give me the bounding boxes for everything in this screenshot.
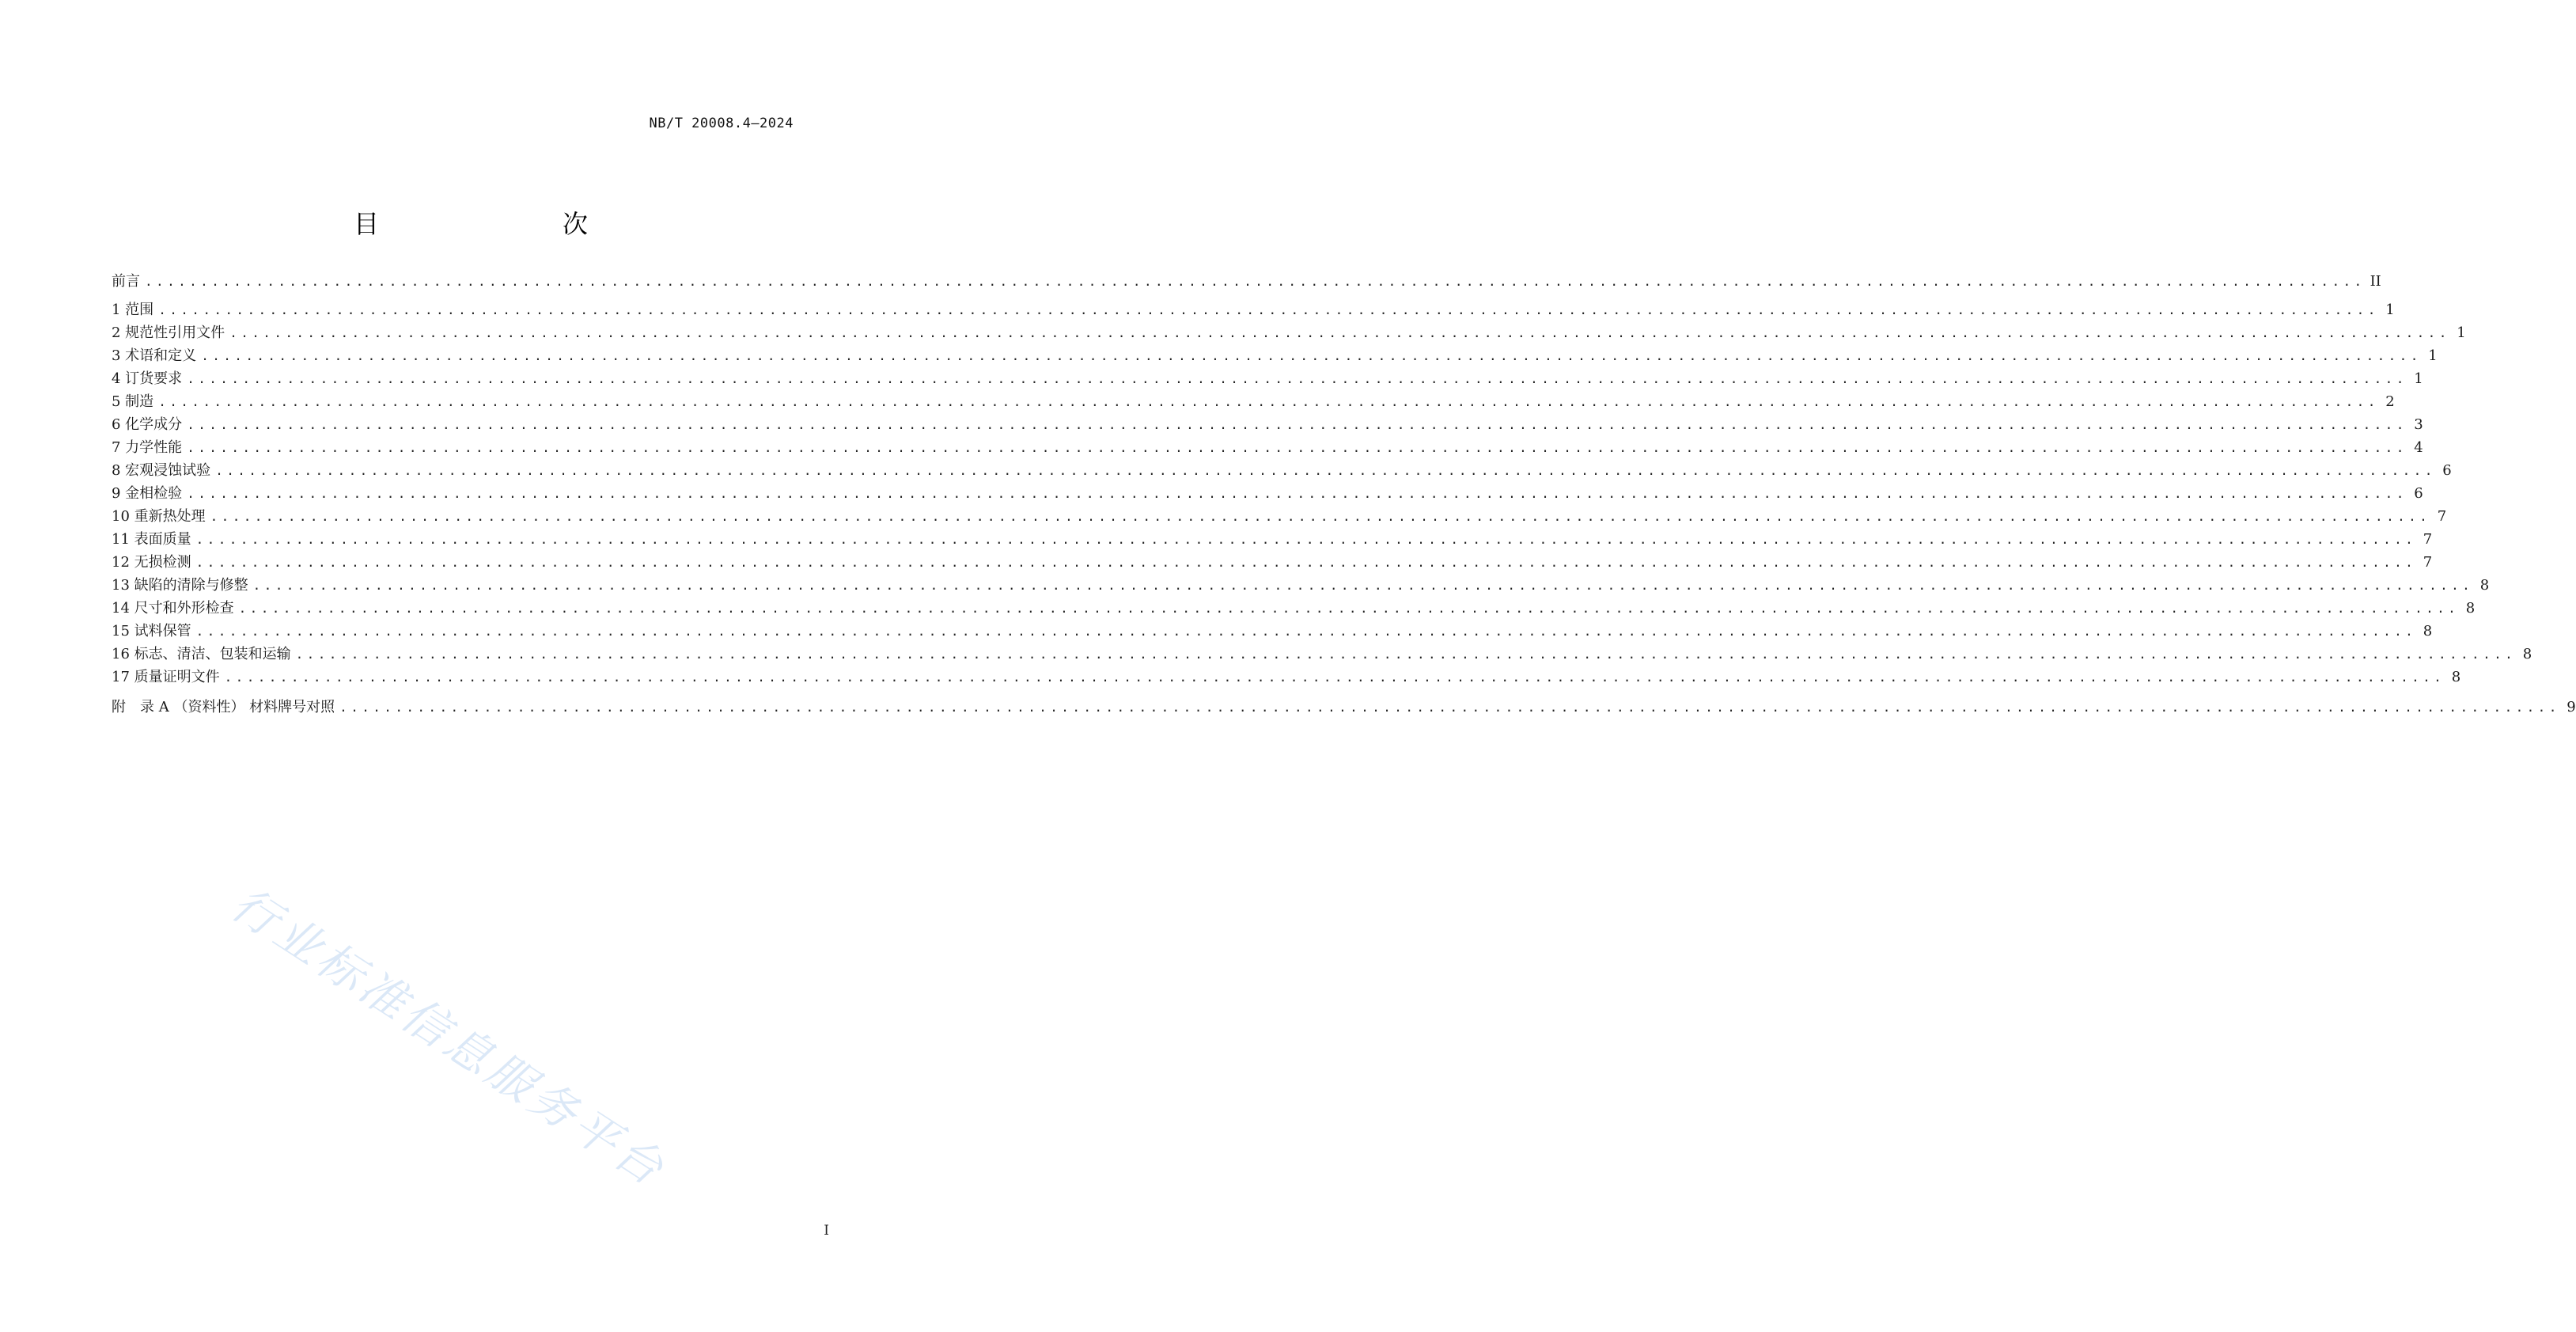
toc-entry[interactable] (112, 696, 2576, 716)
toc-entry-page: II (2370, 273, 2381, 290)
toc-entry-page: 8 (2479, 577, 2490, 594)
toc-entry[interactable] (112, 413, 2423, 434)
toc-entry[interactable] (112, 574, 2490, 594)
toc-leader-dots: ........................................................................................................................................................................................................ (187, 417, 2407, 432)
toc-entry[interactable] (112, 528, 2433, 548)
toc-entry[interactable] (112, 505, 2447, 526)
toc-entry-label: 9 金相检验 (112, 485, 183, 502)
toc-entry-label: 16 标志、清洁、包装和运输 (112, 646, 291, 662)
toc-entry-page: 1 (2414, 370, 2423, 387)
toc-entry-label: 附 录 A （资料性） 材料牌号对照 (112, 699, 335, 715)
toc-leader-dots: ........................................................................................................................................................................................................ (187, 440, 2407, 455)
toc-leader-dots: ........................................................................................................................................................................................................ (238, 601, 2460, 616)
toc-entry-label: 15 试料保管 (112, 623, 191, 639)
toc-leader-dots: ........................................................................................................................................................................................................ (195, 624, 2417, 639)
toc-entry-label: 17 质量证明文件 (112, 669, 220, 685)
toc-entry[interactable] (112, 459, 2452, 480)
toc-entry-label: 4 订货要求 (112, 370, 183, 387)
toc-entry-page: 7 (2437, 508, 2447, 525)
toc-title: 目 次 (353, 209, 632, 239)
toc-entry-label: 13 缺陷的清除与修整 (112, 577, 248, 594)
toc-entry[interactable] (112, 367, 2423, 388)
toc-entry[interactable] (112, 551, 2433, 571)
toc-entry[interactable] (112, 482, 2423, 503)
toc-leader-dots: ........................................................................................................................................................................................................ (210, 509, 2431, 524)
toc-entry-page: 2 (2385, 393, 2395, 410)
toc-entry-label: 6 化学成分 (112, 416, 183, 433)
toc-entry-page: 7 (2423, 531, 2433, 548)
toc-leader-dots: ........................................................................................................................................................................................................ (187, 371, 2407, 386)
toc-leader-dots: ........................................................................................................................................................................................................ (224, 670, 2445, 685)
toc-leader-dots: ........................................................................................................................................................................................................ (158, 302, 2379, 317)
toc-entry-page: 1 (2457, 324, 2466, 341)
toc-entry-label: 14 尺寸和外形检查 (112, 600, 234, 617)
toc-entry-page: 3 (2414, 416, 2423, 433)
toc-entry-page: 8 (2451, 669, 2461, 685)
toc-entry-label: 1 范围 (112, 302, 154, 318)
page-number: I (824, 1223, 829, 1239)
toc-leader-dots: ........................................................................................................................................................................................................ (295, 647, 2517, 662)
toc-entry-page: 8 (2423, 623, 2433, 639)
toc-entry[interactable] (112, 436, 2423, 457)
toc-entry-page: 4 (2414, 439, 2423, 456)
toc-entry[interactable] (112, 321, 2466, 342)
toc-leader-dots: ........................................................................................................................................................................................................ (339, 700, 2560, 715)
toc-leader-dots: ........................................................................................................................................................................................................ (195, 532, 2417, 547)
standard-code: NB/T 20008.4—2024 (649, 116, 794, 131)
toc-leader-dots: ........................................................................................................................................................................................................ (195, 555, 2417, 570)
toc-entry-label: 11 表面质量 (112, 531, 191, 548)
toc-entry-page: 6 (2442, 462, 2452, 479)
toc-entry-page: 6 (2414, 485, 2423, 502)
toc-entry-page: 7 (2423, 554, 2433, 571)
toc-leader-dots: ........................................................................................................................................................................................................ (145, 274, 2366, 289)
toc-leader-dots: ........................................................................................................................................................................................................ (252, 578, 2474, 593)
toc-entry-page: 8 (2522, 646, 2532, 662)
toc-entry[interactable] (112, 597, 2476, 617)
toc-leader-dots: ........................................................................................................................................................................................................ (215, 463, 2436, 478)
toc-leader-dots: ........................................................................................................................................................................................................ (187, 486, 2407, 501)
toc-entry-label: 12 无损检测 (112, 554, 191, 571)
toc-leader-dots: ........................................................................................................................................................................................................ (229, 325, 2450, 340)
toc-entry-page: 8 (2465, 600, 2476, 617)
toc-entry[interactable] (112, 666, 2461, 686)
toc-leader-dots: ........................................................................................................................................................................................................ (201, 348, 2422, 363)
toc-entry-page: 9 (2567, 699, 2576, 715)
toc-entry-label: 2 规范性引用文件 (112, 324, 225, 341)
toc-entry[interactable] (112, 390, 2395, 411)
toc-entry-label: 8 宏观浸蚀试验 (112, 462, 211, 479)
toc-entry-page: 1 (2428, 347, 2438, 364)
watermark: 行业标准信息服务平台 (222, 876, 676, 1198)
toc-entry-label: 7 力学性能 (112, 439, 183, 456)
toc-entry-label: 3 术语和定义 (112, 347, 197, 364)
toc-entry-page: 1 (2385, 302, 2395, 318)
toc-entry[interactable] (112, 298, 2395, 319)
toc-entry[interactable] (112, 643, 2532, 663)
toc-leader-dots: ........................................................................................................................................................................................................ (158, 394, 2379, 409)
toc-entry-label: 前言 (112, 273, 140, 290)
toc-entry[interactable] (112, 620, 2433, 640)
toc-entry-label: 10 重新热处理 (112, 508, 206, 525)
toc-entry-label: 5 制造 (112, 393, 154, 410)
toc-entry[interactable] (112, 270, 2381, 290)
toc-entry[interactable] (112, 344, 2438, 365)
